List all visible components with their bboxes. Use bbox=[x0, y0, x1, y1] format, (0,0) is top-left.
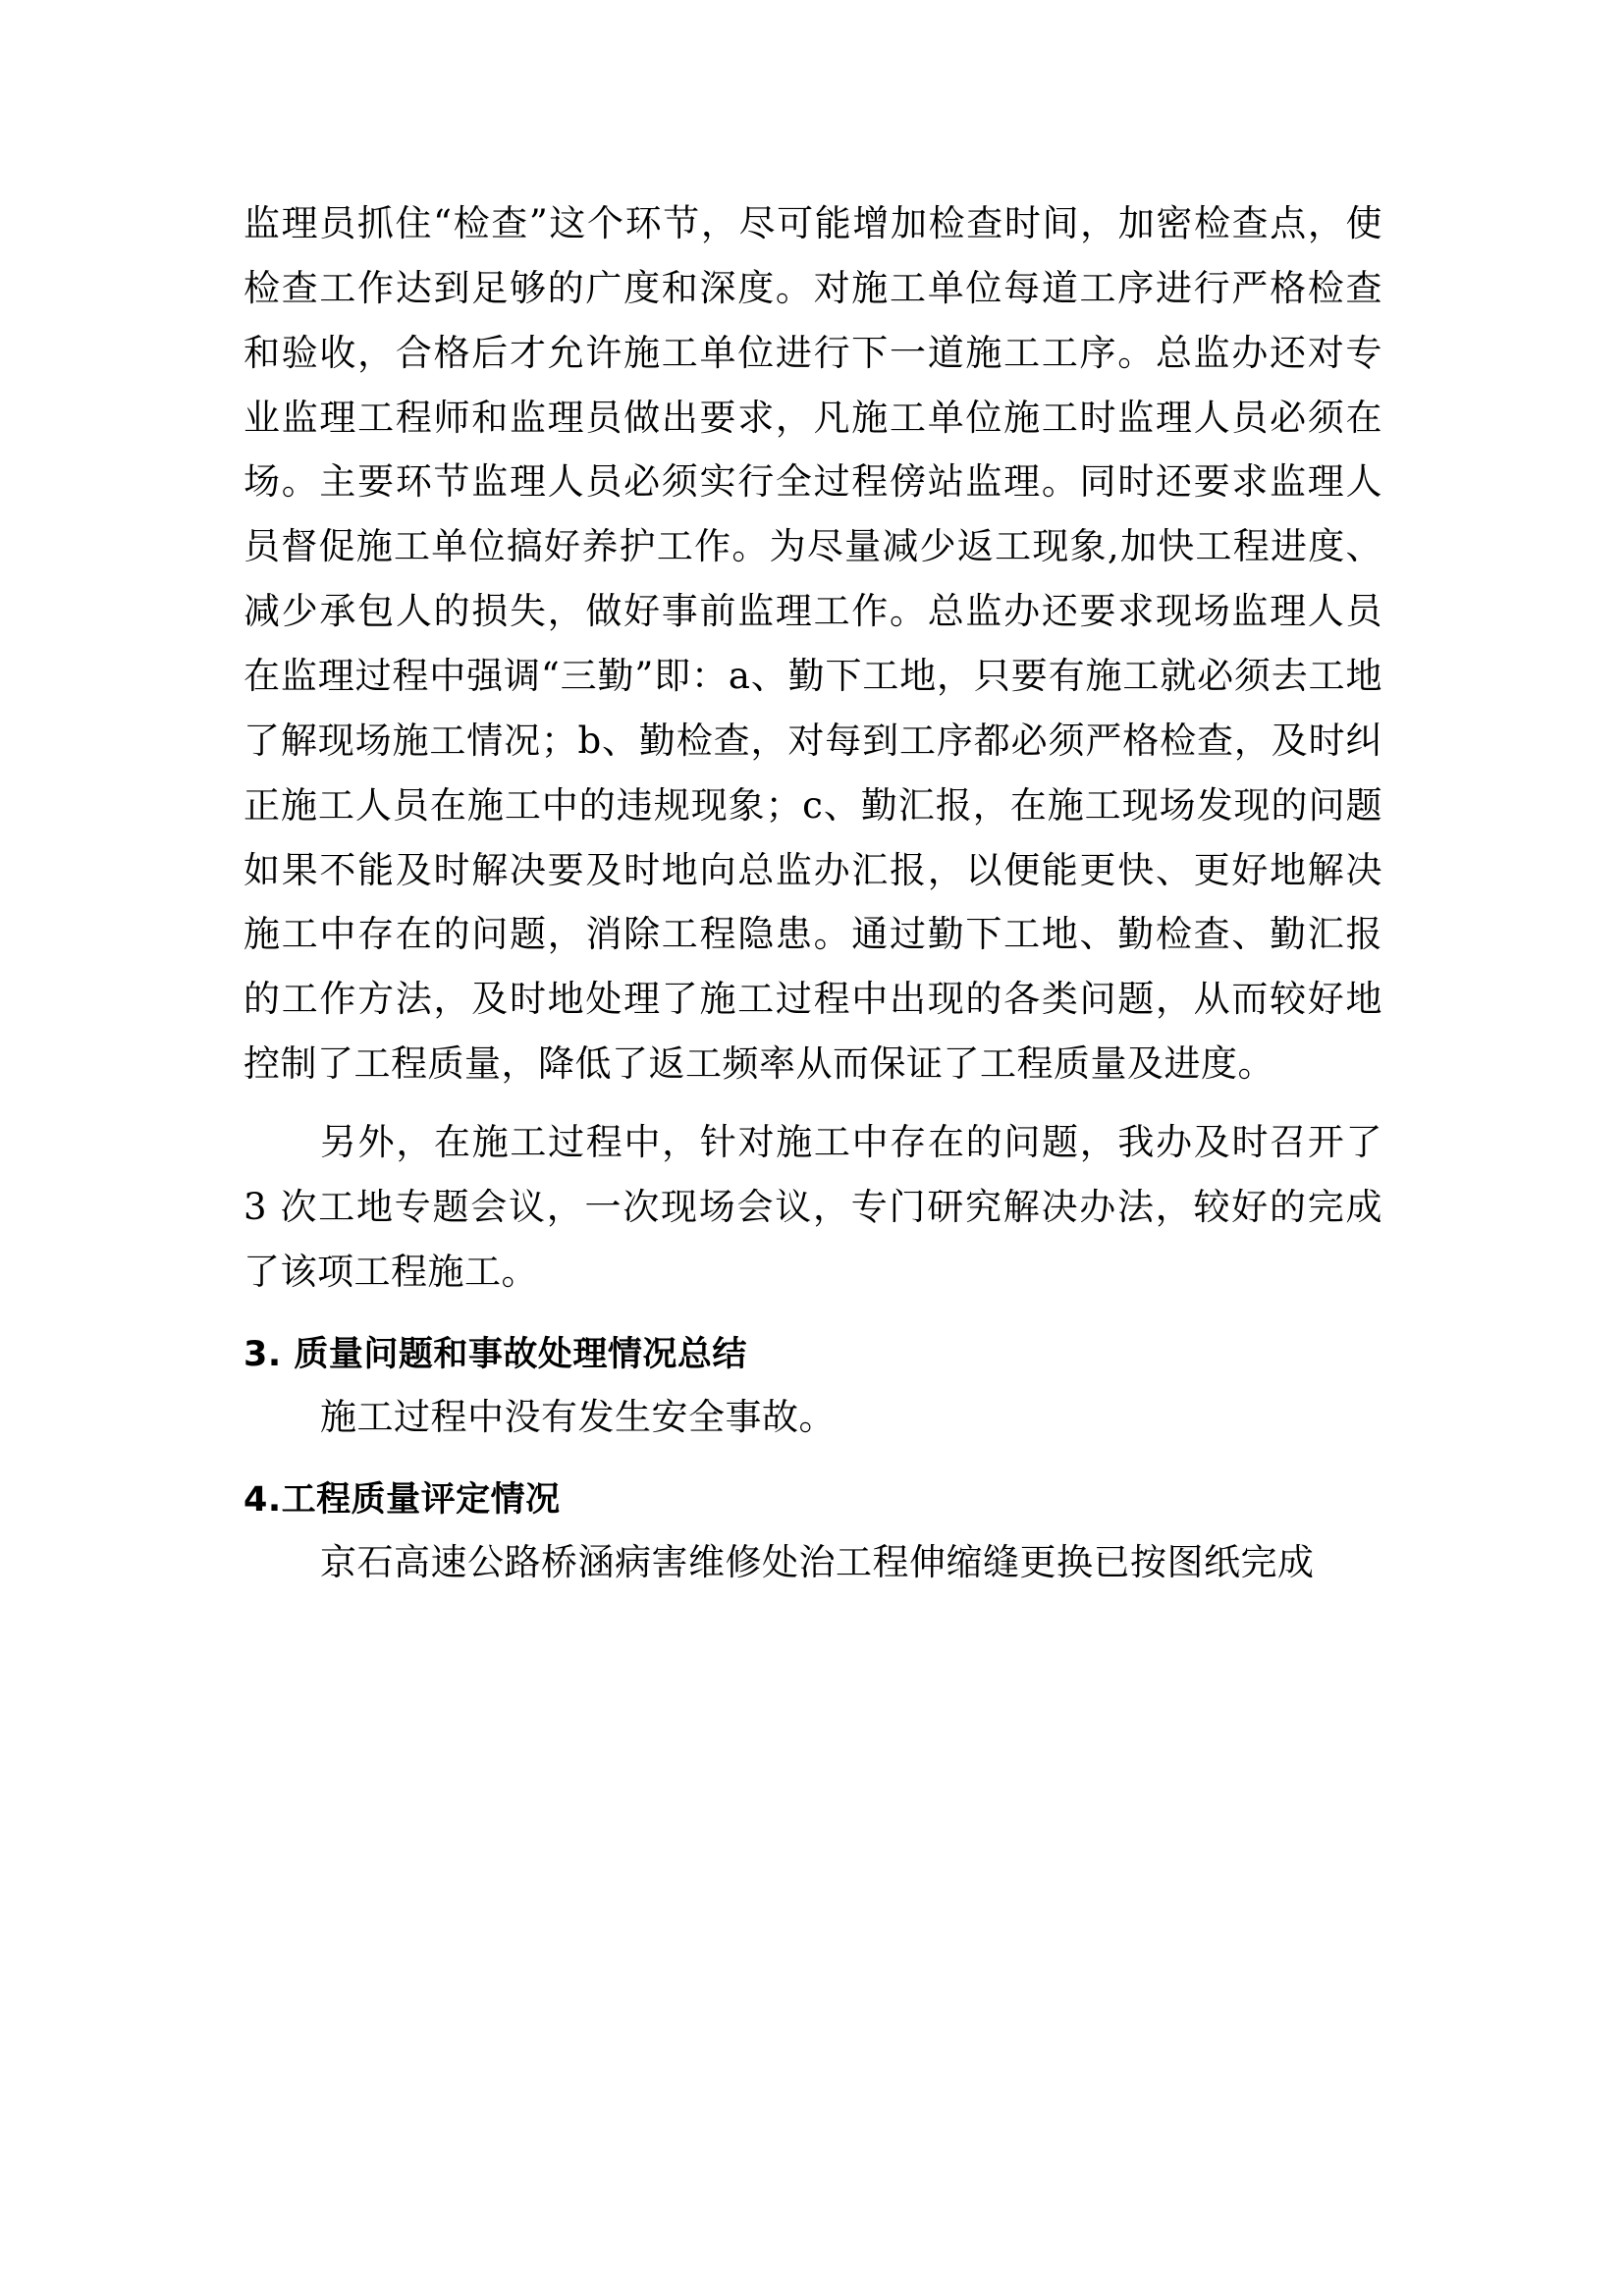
section-spacer bbox=[244, 1305, 1382, 1324]
section-4-paragraph: 京石高速公路桥涵病害维修处治工程伸缩缝更换已按图纸完成 bbox=[320, 1541, 1315, 1584]
document-content bbox=[244, 191, 1382, 1595]
section-heading-4: 4.工程质量评定情况 bbox=[244, 1479, 561, 1520]
body-paragraph-2: 另外，在施工过程中，针对施工中存在的问题，我办及时召开了 3 次工地专题会议，一次现场会议，专门研究解决办法，较好的完成了该项工程施工。 bbox=[244, 1121, 1382, 1293]
section-spacer bbox=[244, 1450, 1382, 1469]
section-heading-3: 3. 质量问题和事故处理情况总结 bbox=[244, 1334, 747, 1374]
paragraph-spacer bbox=[244, 1096, 1382, 1110]
section-3-paragraph: 施工过程中没有发生安全事故。 bbox=[320, 1395, 836, 1438]
body-paragraph-1: 监理员抓住“检查”这个环节，尽可能增加检查时间，加密检查点，使检查工作达到足够的广度和深度。对施工单位每道工序进行严格检查和验收，合格后才允许施工单位进行下一道施工工序。总监办还对专业监理工程师和监理员做出要求，凡施工单位施工时监理人员必须在场。主要环节监理人员必须实行全过程傍站监理。同时还要求监理人员督促施工单位搞好养护工作。为尽量减少返工现象,加快工程进度、减少承包人的损失，做好事前监理工作。总监办还要求现场监理人员在监理过程中强调“三勤”即：a、勤下工地，只要有施工就必须去工地了解现场施工情况；b、勤检查，对每到工序都必须严格检查，及时纠正施工人员在施工中的违规现象；c、勤汇报，在施工现场发现的问题如果不能及时解决要及时地向总监办汇报，以便能更快、更好地解决施工中存在的问题，消除工程隐患。通过勤下工地、勤检查、勤汇报的工作方法，及时地处理了施工过程中出现的各类问题，从而较好地控制了工程质量，降低了返工频率从而保证了工程质量及进度。 bbox=[244, 202, 1382, 1086]
